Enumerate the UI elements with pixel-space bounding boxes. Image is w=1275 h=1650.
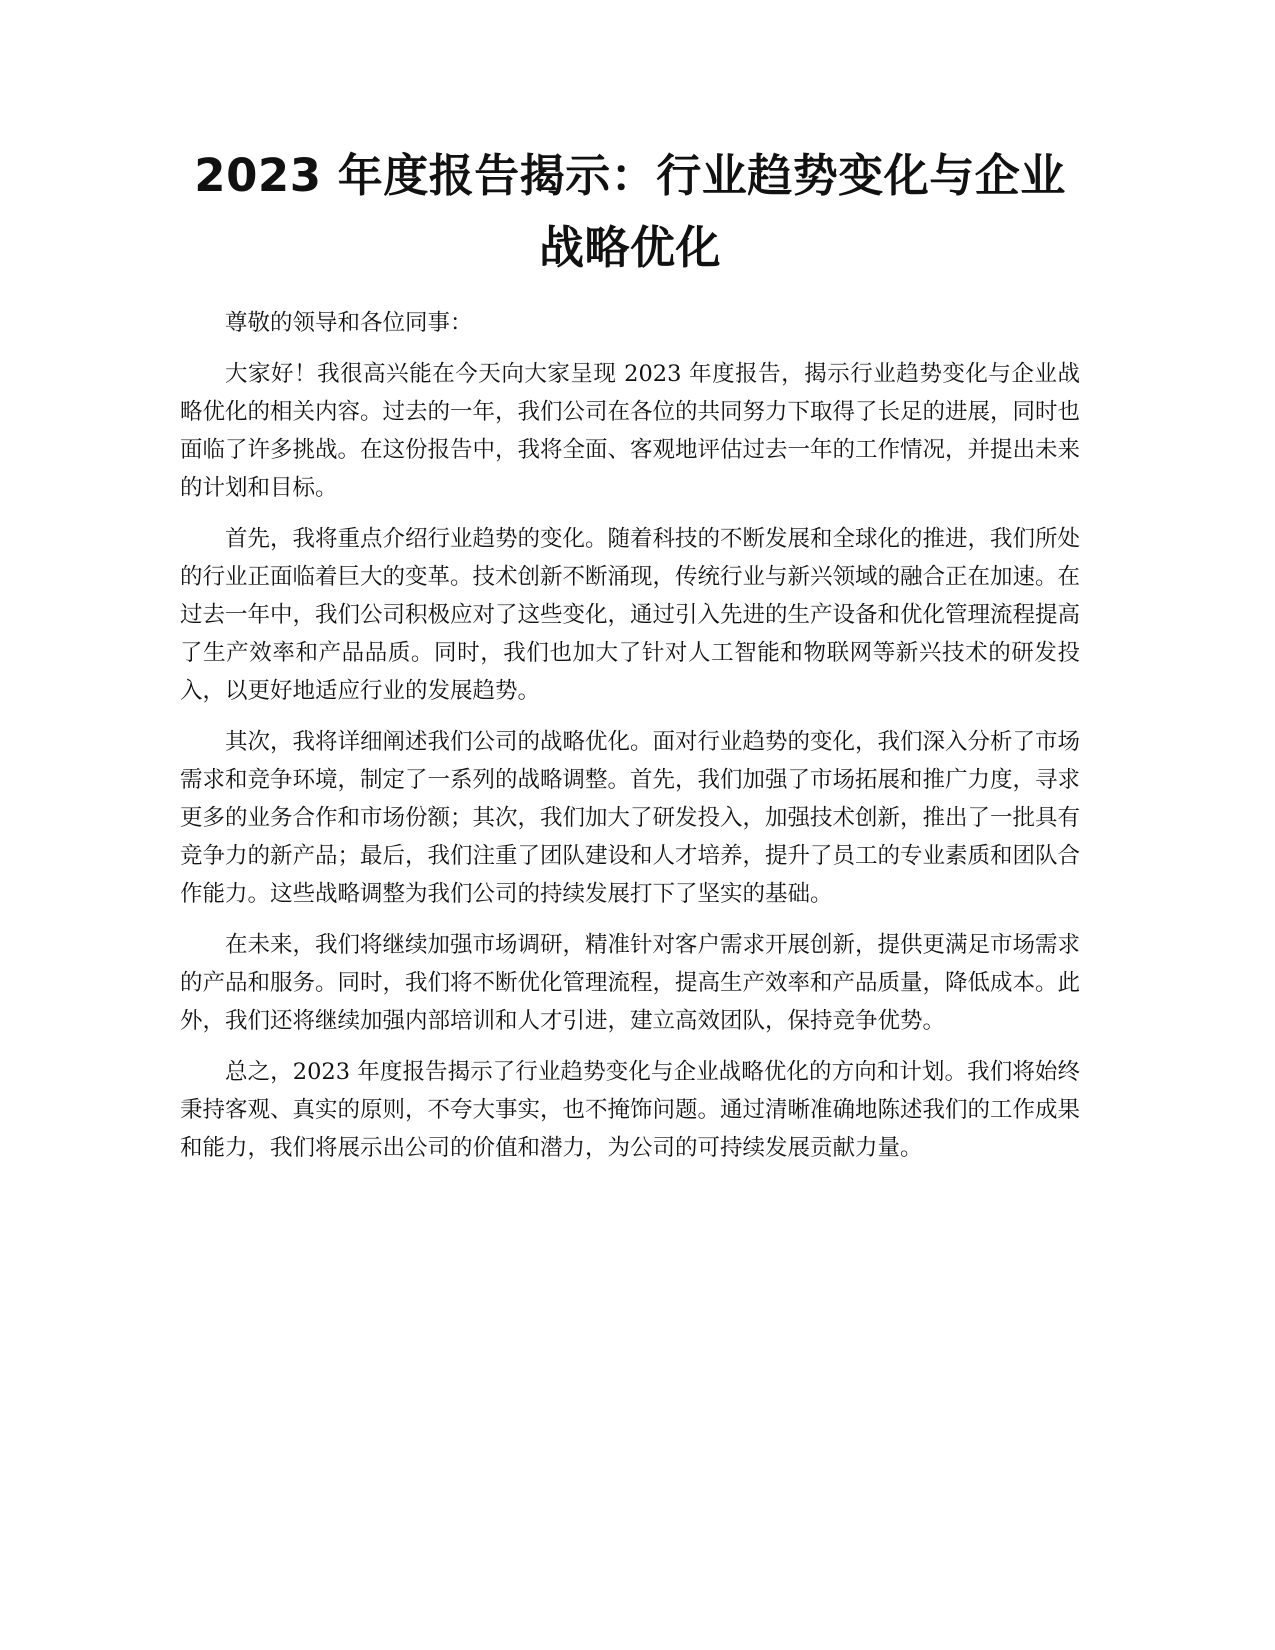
paragraph-future-plans: 在未来，我们将继续加强市场调研，精准针对客户需求开展创新，提供更满足市场需求的产品和服务。同时，我们将不断优化管理流程，提高生产效率和产品质量，降低成本。此外，我们还将继续加强内部培训和人才引进，建立高效团队，保持竞争优势。	[180, 932, 1081, 1034]
salutation: 尊敬的领导和各位同事：	[225, 310, 473, 336]
paragraph-greeting: 大家好！我很高兴能在今天向大家呈现 2023 年度报告，揭示行业趋势变化与企业战略优化的相关内容。过去的一年，我们公司在各位的共同努力下取得了长足的进展，同时也面临了许多挑战。在这份报告中，我将全面、客观地评估过去一年的工作情况，并提出未来的计划和目标。	[180, 361, 1081, 501]
document-page	[180, 140, 1080, 1167]
paragraph-industry-trends: 首先，我将重点介绍行业趋势的变化。随着科技的不断发展和全球化的推进，我们所处的行业正面临着巨大的变革。技术创新不断涌现，传统行业与新兴领域的融合正在加速。在过去一年中，我们公司积极应对了这些变化，通过引入先进的生产设备和优化管理流程提高了生产效率和产品品质。同时，我们也加大了针对人工智能和物联网等新兴技术的研发投入，以更好地适应行业的发展趋势。	[180, 526, 1081, 704]
document-title: 2023 年度报告揭示：行业趋势变化与企业战略优化	[194, 149, 1066, 274]
paragraph-conclusion: 总之，2023 年度报告揭示了行业趋势变化与企业战略优化的方向和计划。我们将始终秉持客观、真实的原则，不夸大事实，也不掩饰问题。通过清晰准确地陈述我们的工作成果和能力，我们将展示出公司的价值和潜力，为公司的可持续发展贡献力量。	[180, 1059, 1081, 1161]
paragraph-strategy-optimization: 其次，我将详细阐述我们公司的战略优化。面对行业趋势的变化，我们深入分析了市场需求和竞争环境，制定了一系列的战略调整。首先，我们加强了市场拓展和推广力度，寻求更多的业务合作和市场份额；其次，我们加大了研发投入，加强技术创新，推出了一批具有竞争力的新产品；最后，我们注重了团队建设和人才培养，提升了员工的专业素质和团队合作能力。这些战略调整为我们公司的持续发展打下了坚实的基础。	[180, 729, 1081, 907]
